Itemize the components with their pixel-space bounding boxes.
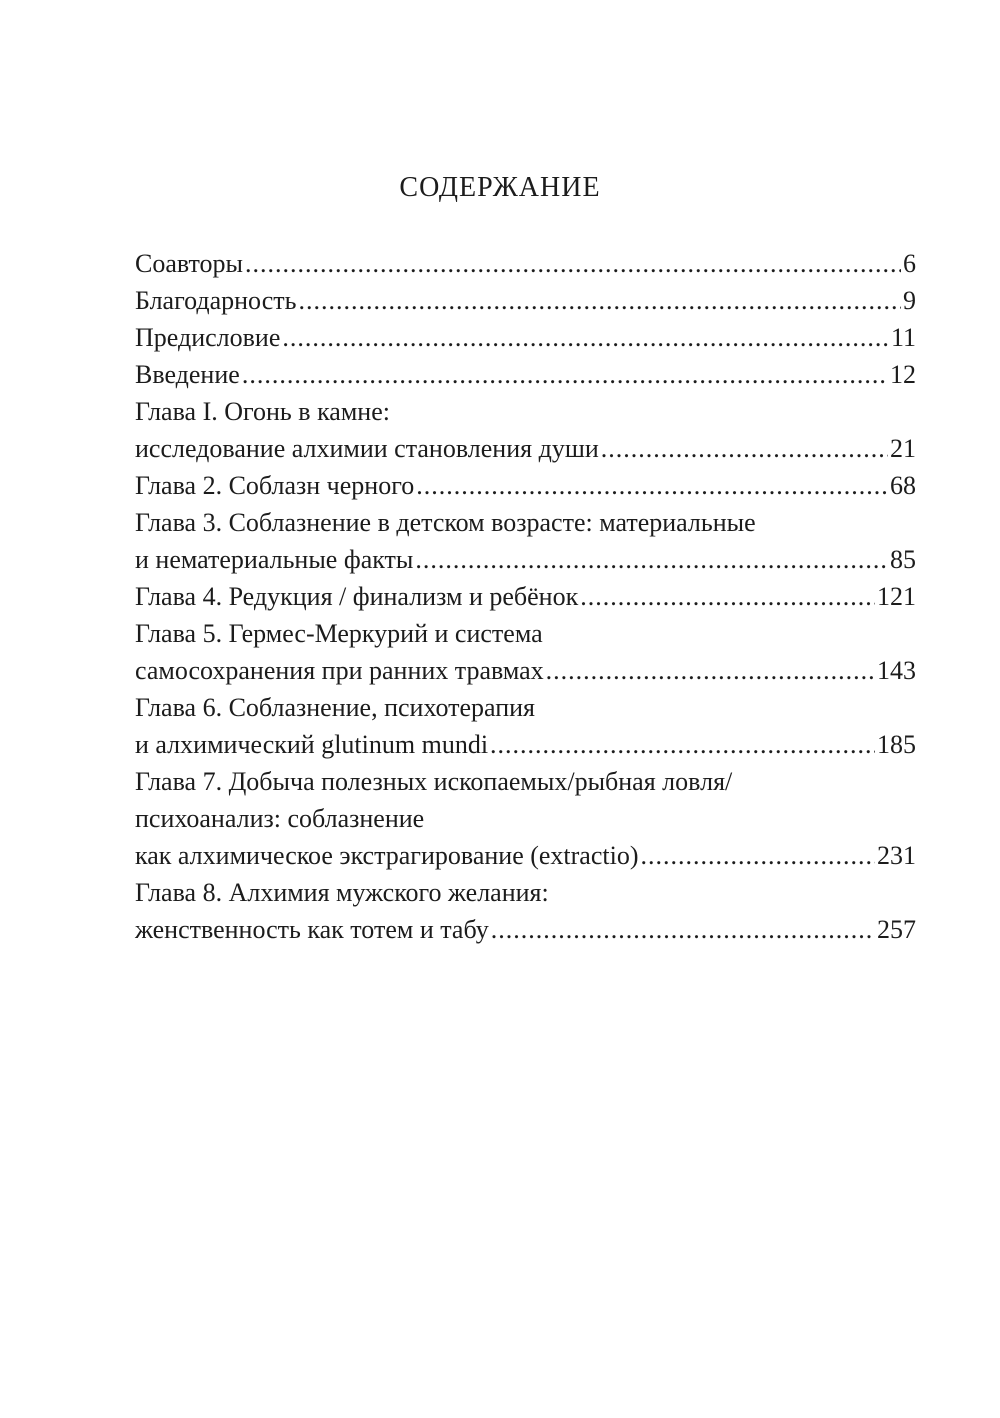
toc-title: СОДЕРЖАНИЕ: [399, 172, 601, 203]
toc-entry-title: Глава 7. Добыча полезных ископаемых/рыбная ловля/: [135, 767, 733, 796]
toc-entry: [135, 467, 916, 504]
toc-entry-title: Благодарность: [135, 286, 297, 315]
toc-entry-title: Предисловие: [135, 323, 281, 352]
dot-leader: [282, 319, 889, 356]
toc-entry: [135, 319, 916, 356]
toc-page-number: 21: [890, 434, 916, 463]
toc-entry-title: Глава 2. Соблазн черного: [135, 471, 415, 500]
toc-entry-line: [135, 467, 916, 504]
toc-entry: [135, 689, 916, 763]
toc-entry-line: [135, 615, 916, 652]
toc-entry-title: Глава 6. Соблазнение, психотерапия: [135, 693, 536, 722]
toc-entry: [135, 504, 916, 578]
toc-entry-title: Глава 8. Алхимия мужского желания:: [135, 878, 549, 907]
toc-entry-line: [135, 319, 916, 356]
dot-leader: [580, 578, 875, 615]
toc-entry-line: [135, 541, 916, 578]
toc-entry-title: самосохранения при ранних травмах: [135, 656, 544, 685]
toc-entry: [135, 245, 916, 282]
toc-entry-line: [135, 393, 916, 430]
toc-entry-line: [135, 356, 916, 393]
toc-entry-title: Глава 3. Соблазнение в детском возрасте: материальные: [135, 508, 756, 537]
dot-leader: [242, 356, 888, 393]
toc-entry-line: [135, 800, 916, 837]
toc-entry-title: Соавторы: [135, 249, 243, 278]
toc-page-number: 185: [877, 730, 916, 759]
toc-page-number: 9: [903, 286, 916, 315]
toc-entry: [135, 356, 916, 393]
toc-page-number: 257: [877, 915, 916, 944]
toc-entry-title: Глава 4. Редукция / финализм и ребёнок: [135, 582, 579, 611]
toc-entry-line: [135, 430, 916, 467]
toc-entry-line: [135, 726, 916, 763]
toc-entry: [135, 763, 916, 874]
toc-entry: [135, 282, 916, 319]
toc-entry-line: [135, 874, 916, 911]
dot-leader: [415, 541, 888, 578]
toc-entry-title: и алхимический glutinum mundi: [135, 730, 489, 759]
toc-entry-line: [135, 578, 916, 615]
dot-leader: [416, 467, 888, 504]
toc-page-number: 85: [890, 545, 916, 574]
toc-page-number: 6: [903, 249, 916, 278]
dot-leader: [546, 652, 875, 689]
table-of-contents: [135, 245, 916, 948]
toc-page-number: 121: [877, 582, 916, 611]
dot-leader: [298, 282, 901, 319]
toc-entry-title: Глава 5. Гермес-Меркурий и система: [135, 619, 543, 648]
toc-entry-line: [135, 282, 916, 319]
toc-entry-title: женственность как тотем и табу: [135, 915, 489, 944]
dot-leader: [601, 430, 888, 467]
toc-entry-line: [135, 652, 916, 689]
toc-page-number: 12: [890, 360, 916, 389]
dot-leader: [490, 726, 875, 763]
toc-entry: [135, 578, 916, 615]
toc-entry-line: [135, 504, 916, 541]
toc-entry-title: психоанализ: соблазнение: [135, 804, 425, 833]
dot-leader: [491, 911, 875, 948]
toc-entry: [135, 615, 916, 689]
toc-entry-title: Введение: [135, 360, 240, 389]
toc-page-number: 231: [877, 841, 916, 870]
toc-entry-title: исследование алхимии становления души: [135, 434, 599, 463]
toc-entry: [135, 393, 916, 467]
toc-page-number: 11: [890, 323, 916, 352]
toc-page-number: 68: [890, 471, 916, 500]
toc-page-number: 143: [877, 656, 916, 685]
dot-leader: [641, 837, 876, 874]
toc-entry-title: как алхимическое экстрагирование (extractio): [135, 841, 639, 870]
toc-entry-title: Глава I. Огонь в камне:: [135, 397, 390, 426]
toc-entry-line: [135, 837, 916, 874]
toc-entry: [135, 874, 916, 948]
toc-entry-line: [135, 689, 916, 726]
toc-entry-line: [135, 763, 916, 800]
toc-entry-line: [135, 911, 916, 948]
dot-leader: [245, 245, 901, 282]
toc-entry-title: и нематериальные факты: [135, 545, 414, 574]
toc-entry-line: [135, 245, 916, 282]
